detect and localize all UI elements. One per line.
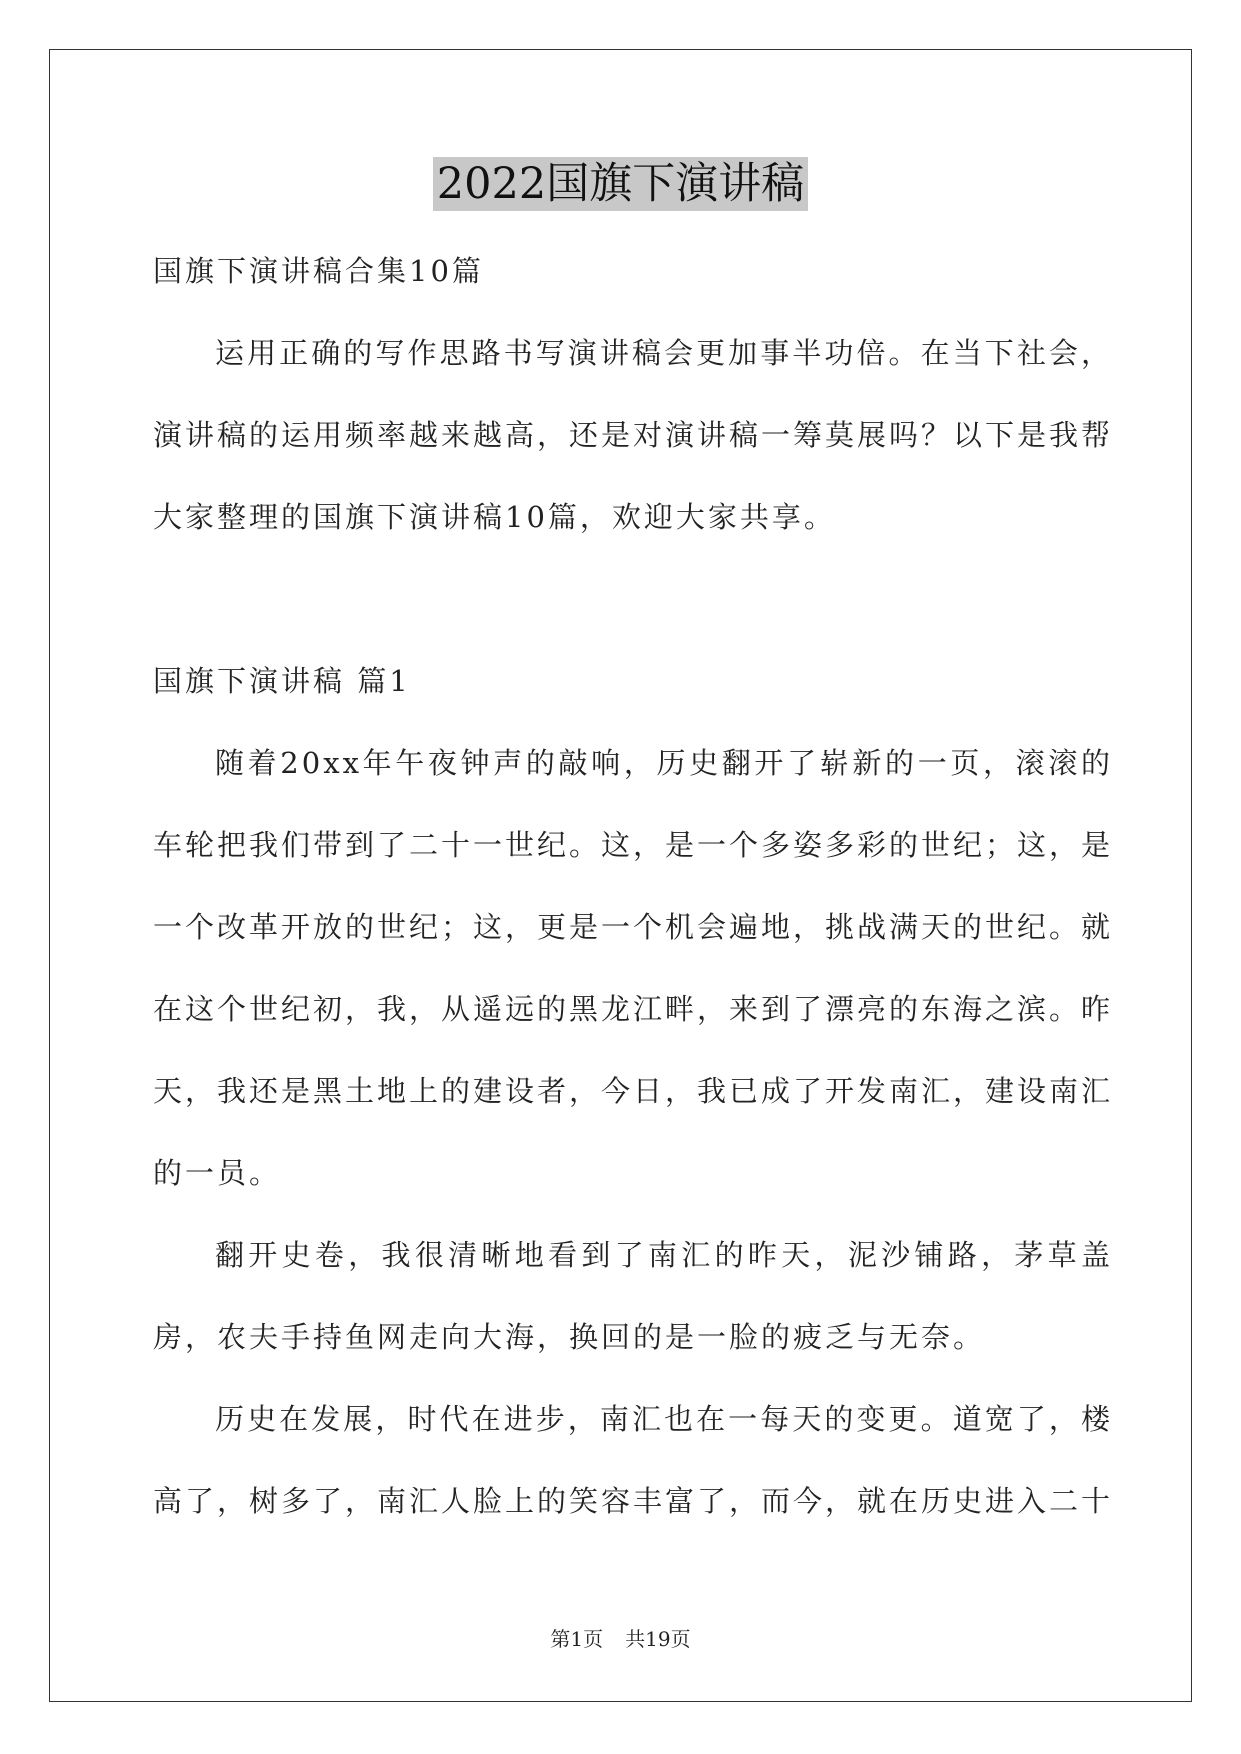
body-paragraph: 历史在发展，时代在进步，南汇也在一每天的变更。道宽了，楼高了，树多了，南汇人脸上的笑容丰富了，而今，就在历史进入二十 — [153, 1402, 1114, 1518]
section-heading: 国旗下演讲稿 篇1 — [153, 664, 411, 698]
page-number: 第1页 — [550, 1627, 604, 1651]
page-total: 共19页 — [625, 1627, 691, 1651]
document-body — [153, 230, 1113, 1542]
page-footer — [0, 1623, 1241, 1652]
intro-paragraph: 运用正确的写作思路书写演讲稿会更加事半功倍。在当下社会，演讲稿的运用频率越来越高，还是对演讲稿一筹莫展吗？以下是我帮大家整理的国旗下演讲稿10篇，欢迎大家共享。 — [153, 336, 1114, 534]
document-title — [0, 150, 1241, 211]
title-text: 2022国旗下演讲稿 — [433, 157, 808, 211]
body-paragraph: 随着20xx年午夜钟声的敲响，历史翻开了崭新的一页，滚滚的车轮把我们带到了二十一世纪。这，是一个多姿多彩的世纪；这，是一个改革开放的世纪；这，更是一个机会遍地，挑战满天的世纪。就在这个世纪初，我，从遥远的黑龙江畔，来到了漂亮的东海之滨。昨天，我还是黑土地上的建设者，今日，我已成了开发南汇，建设南汇的一员。 — [153, 746, 1114, 1190]
body-paragraph: 翻开史卷，我很清晰地看到了南汇的昨天，泥沙铺路，茅草盖房，农夫手持鱼网走向大海，换回的是一脸的疲乏与无奈。 — [153, 1238, 1113, 1354]
collection-subtitle: 国旗下演讲稿合集10篇 — [153, 254, 484, 288]
section-spacer — [153, 558, 1113, 640]
